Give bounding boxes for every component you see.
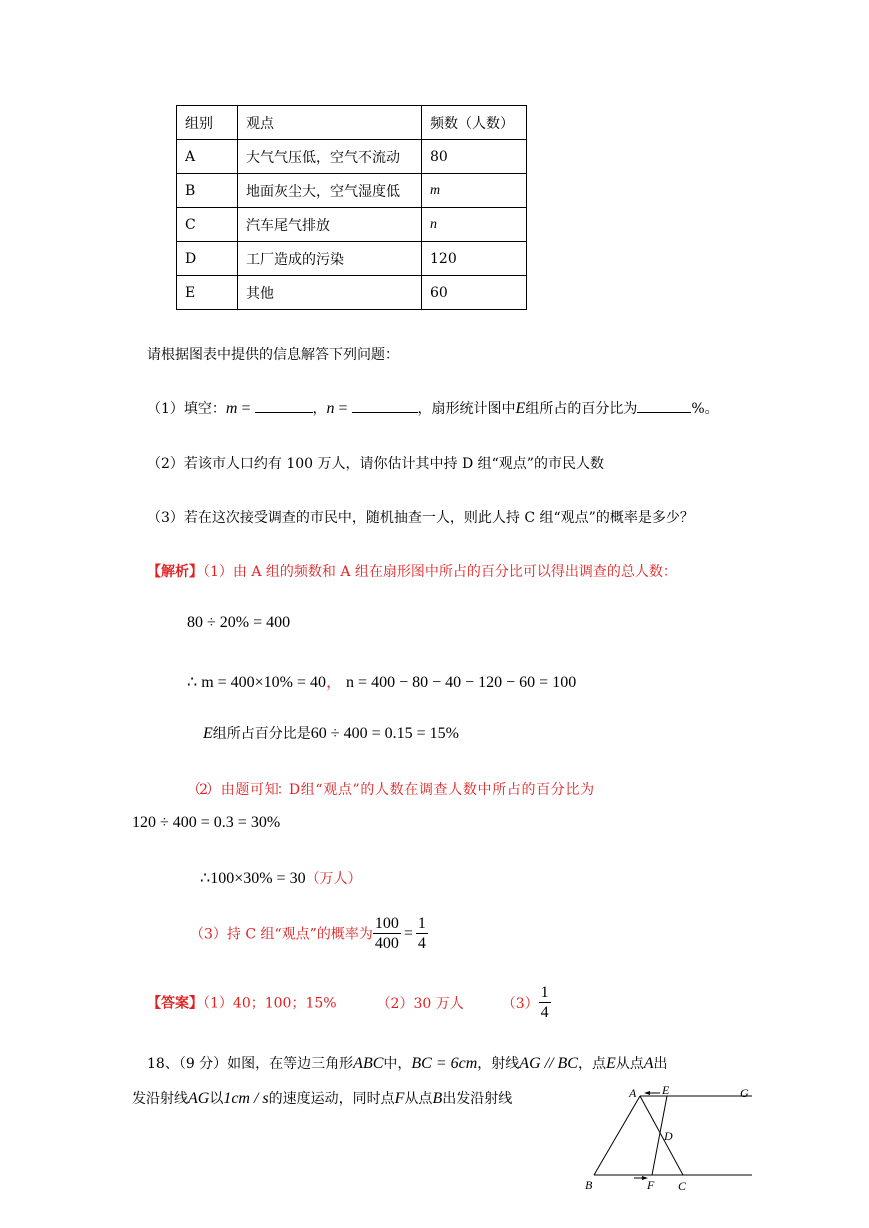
q1-comma: ， xyxy=(312,401,327,417)
q1-prefix: （1）填空： xyxy=(147,401,226,417)
analysis-eq-4: 120 ÷ 400 = 0.3 = 30% xyxy=(132,814,281,831)
eq-5-value: 100×30% = 30 xyxy=(210,870,306,887)
blank-n xyxy=(352,398,418,413)
arrow-e-icon xyxy=(644,1091,650,1095)
frac-num: 100 xyxy=(374,915,399,932)
analysis-eq-2 xyxy=(187,669,576,692)
unit-wanren: （万人） xyxy=(305,871,362,887)
frequency-table xyxy=(176,105,527,310)
label-b: B xyxy=(585,1178,593,1192)
q18-text: 出发沿射线 xyxy=(442,1091,513,1107)
analysis-text-1: （1）由 A 组的频数和 A 组在扇形图中所占的百分比可以得出调查的总人数： xyxy=(203,564,677,580)
frac-den: 4 xyxy=(417,935,426,952)
ray-ag: AG xyxy=(188,1090,210,1107)
eq-comma: ， xyxy=(326,674,343,691)
q1-e: E xyxy=(515,400,526,417)
table-cell: 地面灰尘大，空气湿度低 xyxy=(238,174,422,208)
header-viewpoint: 观点 xyxy=(238,106,422,140)
blank-e xyxy=(637,398,691,413)
header-group: 组别 xyxy=(177,106,238,140)
table-cell: 其他 xyxy=(238,276,422,310)
table-row xyxy=(177,208,527,242)
table-cell: 大气气压低，空气不流动 xyxy=(238,140,422,174)
point-f: F xyxy=(394,1090,405,1107)
geometry-figure xyxy=(580,1082,760,1194)
frac-num: 1 xyxy=(417,915,426,932)
q1-suffix: 组所占的百分比为 xyxy=(525,401,638,417)
table-cell: 汽车尾气排放 xyxy=(238,208,422,242)
table-cell: B xyxy=(177,174,238,208)
label-c: C xyxy=(678,1179,687,1193)
analysis-line-4: （2） 由 题 可 知：D 组 “ 观 点 ” 的 人 数 在 调 查 人 数 中 所 占 的 百 分 比 为 xyxy=(187,782,593,798)
blank-m xyxy=(255,398,313,413)
answer-tag: 【答案】 xyxy=(147,995,203,1012)
side-ab xyxy=(594,1096,640,1175)
q18-text: ，点 xyxy=(577,1056,606,1072)
analysis-tag: 【解析】 xyxy=(147,564,203,580)
table-row xyxy=(177,174,527,208)
ray-ag-parallel: AG // BC xyxy=(519,1055,578,1072)
table-cell: 80 xyxy=(422,140,527,174)
frac-num: 1 xyxy=(540,984,549,1001)
frac-eq: = xyxy=(403,924,413,942)
analysis-eq-5 xyxy=(200,868,362,888)
frac-den: 400 xyxy=(374,935,399,952)
question-1 xyxy=(147,398,719,418)
q18-text: 出 xyxy=(653,1056,668,1072)
table-header-row xyxy=(177,106,527,140)
q1-eq: = xyxy=(237,400,255,417)
q18-text: 以 xyxy=(209,1091,224,1107)
q18-text: 的速度运动，同时点 xyxy=(268,1091,395,1107)
q18-text: 中， xyxy=(383,1056,412,1072)
table-cell: n xyxy=(422,208,527,242)
header-frequency: 频数（人数） xyxy=(422,106,527,140)
e-percent-eq: 60 ÷ 400 = 0.15 = 15% xyxy=(310,725,459,742)
label-e: E xyxy=(662,1083,670,1097)
table-cell: C xyxy=(177,208,238,242)
answer-part-3: （3） xyxy=(501,995,539,1012)
analysis-eq-3 xyxy=(203,723,459,743)
fraction-1-4 xyxy=(416,914,428,953)
q1-tail: %。 xyxy=(691,401,719,417)
table-cell: 120 xyxy=(422,242,527,276)
e-label: E xyxy=(203,725,213,742)
label-d: D xyxy=(664,1129,673,1143)
answer-line xyxy=(147,983,551,1022)
therefore-symbol-2: ∴ xyxy=(200,870,211,887)
table-cell: D xyxy=(177,242,238,276)
q18-line-1 xyxy=(147,1053,668,1073)
frac-den: 4 xyxy=(540,1004,549,1021)
q18-line-2 xyxy=(132,1088,512,1108)
question-2: （2）若该市人口约有 100 万人，请你估计其中持 D 组“观点”的市民人数 xyxy=(147,456,604,472)
side-ac xyxy=(640,1096,683,1175)
table-row xyxy=(177,140,527,174)
fraction-100-400 xyxy=(373,914,401,953)
analysis-line-6 xyxy=(190,914,428,953)
q18-text: 发沿射线 xyxy=(132,1091,188,1107)
table-cell: E xyxy=(177,276,238,310)
table-cell: 60 xyxy=(422,276,527,310)
bc-length: BC = 6cm xyxy=(411,1055,478,1072)
prob-text: （3）持 C 组“观点”的概率为 xyxy=(190,926,373,943)
answer-part-2: （2）30 万人 xyxy=(376,995,464,1012)
eq-m-value: m = 400×10% = 40 xyxy=(201,674,327,691)
q1-mid: ，扇形统计图中 xyxy=(417,401,516,417)
point-e: E xyxy=(605,1055,616,1072)
analysis-eq-1: 80 ÷ 20% = 400 xyxy=(187,614,291,631)
table-row xyxy=(177,242,527,276)
analysis-line-1 xyxy=(147,561,677,581)
intro-text: 请根据图表中提供的信息解答下列问题： xyxy=(147,347,399,363)
label-g: G xyxy=(740,1086,749,1100)
table-cell: A xyxy=(177,140,238,174)
triangle-abc: ABC xyxy=(353,1055,384,1072)
therefore-symbol: ∴ xyxy=(187,674,198,691)
table-cell: m xyxy=(422,174,527,208)
point-a: A xyxy=(643,1055,654,1072)
eq-n-value: n = 400 − 80 − 40 − 120 − 60 = 100 xyxy=(346,674,577,691)
e-text: 组所占百分比是 xyxy=(212,726,311,742)
point-b: B xyxy=(432,1090,443,1107)
q1-eq2: = xyxy=(334,400,352,417)
table-cell: 工厂造成的污染 xyxy=(238,242,422,276)
answer-part-1: （1）40；100；15% xyxy=(203,995,337,1012)
label-a: A xyxy=(629,1086,637,1100)
table-row xyxy=(177,276,527,310)
label-f: F xyxy=(647,1178,655,1192)
q18-text: 从点 xyxy=(404,1091,433,1107)
q1-n: n xyxy=(326,400,335,417)
q18-text: ，射线 xyxy=(477,1056,520,1072)
question-3: （3）若在这次接受调查的市民中，随机抽查一人，则此人持 C 组“观点”的概率是多少？ xyxy=(147,510,694,526)
q18-text: 从点 xyxy=(615,1056,644,1072)
q1-m: m xyxy=(225,400,238,417)
speed: 1cm / s xyxy=(223,1090,269,1107)
q18-text: 18、（9 分）如图，在等边三角形 xyxy=(147,1056,354,1072)
answer-fraction xyxy=(539,983,551,1022)
